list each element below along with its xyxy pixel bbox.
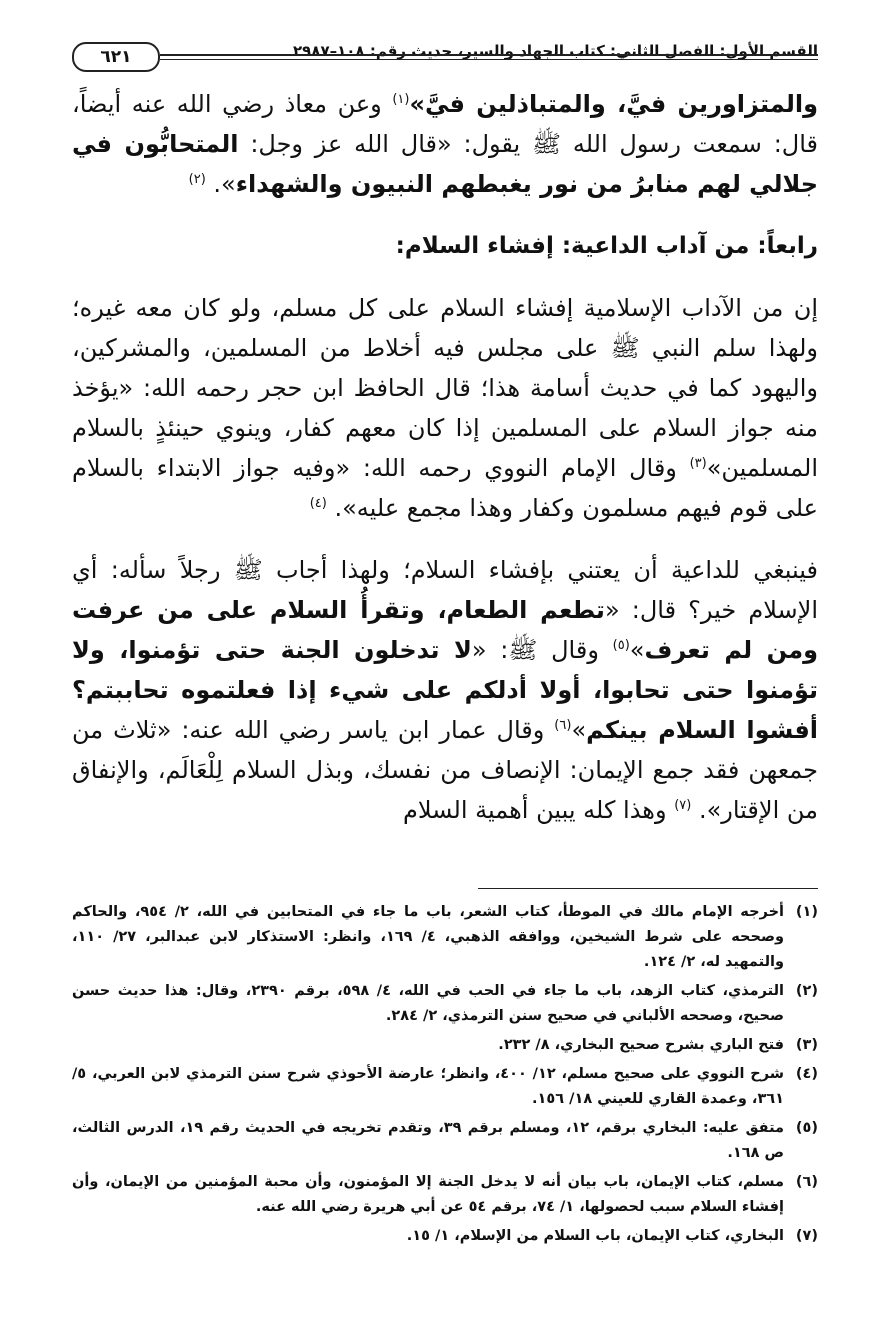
footnote-ref: (١) <box>392 92 410 107</box>
text-run: فينبغي للداعية أن يعتني بإفشاء السلام؛ ولهذا أجاب ﷺ رجلاً سأله: أي الإسلام خير؟ قال: « <box>72 556 818 624</box>
footnote-ref: (٧) <box>674 798 692 813</box>
running-title: القسم الأول: الفصل الثاني: كتاب الجهاد والسير، حديث رقم: ١٠٨–٢٩٨٧ <box>293 42 818 60</box>
text-run: وقال الإمام النووي رحمه الله: «وفيه جواز الابتداء بالسلام على قوم فيهم مسلمون وكفار وهذا مجمع عليه». <box>72 454 818 522</box>
footnote-item <box>72 1116 818 1166</box>
footnote-item <box>72 1224 818 1249</box>
paragraph <box>72 550 818 830</box>
footnote-number: (٥) <box>795 1120 818 1136</box>
text-run: وقال ﷺ: « <box>471 636 613 664</box>
text-run: وعن معاذ رضي الله عنه أيضاً، قال: سمعت رسول الله ﷺ يقول: «قال الله عز وجل: <box>72 90 819 158</box>
footnote-item <box>72 900 818 975</box>
text-run: وقال عمار ابن ياسر رضي الله عنه: «ثلاث من جمعهن فقد جمع الإيمان: الإنصاف من نفسك، وبذل السلام لِلْعَالَم، والإنفاق من الإقتار». <box>72 716 818 824</box>
footnote-ref: (٢) <box>188 172 206 187</box>
header-rule-thin <box>160 59 818 60</box>
footnote-item <box>72 1170 818 1220</box>
footnote-item <box>72 979 818 1029</box>
text-run: المتحابُّون في جلالي لهم منابرُ من نور يغبطهم النبيون والشهداء <box>72 130 818 198</box>
footnote-text: أخرجه الإمام مالك في الموطأ، كتاب الشعر، باب ما جاء في المتحابين في الله، ٢/ ٩٥٤، والحاكم وصححه على شرط الشيخين، ووافقه الذهبي، ٤/ ١٦٩، وانظر: الاستذكار لابن عبدالبر، ٢٧/ ١١٠، والتمهيد له، ٢/ ١٢٤. <box>72 904 784 970</box>
footnote-number: (٢) <box>795 983 818 999</box>
main-text <box>72 84 818 852</box>
paragraph <box>72 288 818 528</box>
footnote-item <box>72 1033 818 1058</box>
text-run: » <box>571 716 587 744</box>
footnote-number: (١) <box>795 904 818 920</box>
footnote-number: (٣) <box>795 1037 818 1053</box>
footnote-text: فتح الباري بشرح صحيح البخاري، ٨/ ٢٣٢. <box>498 1037 784 1053</box>
text-run: إن من الآداب الإسلامية إفشاء السلام على كل مسلم، ولو كان معه غيره؛ ولهذا سلم النبي ﷺ على مجلس فيه أخلاط من المسلمين، والمشركين، واليهود كما في حديث أسامة هذا؛ قال الحافظ ابن حجر رحمه الله: «يؤخذ منه جواز السلام على المسلمين إذا كان معهم كفار، وينوي حينئذٍ بالسلام المسلمين» <box>72 294 818 482</box>
footnote-ref: (٦) <box>554 718 572 733</box>
footnote-text: شرح النووي على صحيح مسلم، ١٢/ ٤٠٠، وانظر؛ عارضة الأحوذي شرح سنن الترمذي لابن العربي، ٥/ ٣٦١، وعمدة القاري للعيني ١٨/ ١٥٦. <box>72 1066 784 1107</box>
text-run: وهذا كله يبين أهمية السلام <box>402 796 675 824</box>
footnote-text: الترمذي، كتاب الزهد، باب ما جاء في الحب في الله، ٤/ ٥٩٨، برقم ٢٣٩٠، وقال: هذا حديث حسن صحيح، وصححه الألباني في صحيح سنن الترمذي، ٢/ ٢٨٤. <box>72 983 784 1024</box>
text-run: تطعم الطعام، وتقرأُ السلام على من عرفت ومن لم تعرف <box>72 596 818 664</box>
footnote-text: متفق عليه: البخاري برقم، ١٢، ومسلم برقم ٣٩، وتقدم تخريجه في الحديث رقم ١٩، الدرس الثالث، ص ١٦٨. <box>72 1120 784 1161</box>
footnote-text: البخاري، كتاب الإيمان، باب السلام من الإسلام، ١/ ١٥. <box>406 1228 784 1244</box>
footnote-divider <box>478 888 818 889</box>
footnotes <box>72 900 818 1253</box>
text-run: لا تدخلون الجنة حتى تؤمنوا، ولا تؤمنوا حتى تحابوا، أولا أدلكم على شيء إذا فعلتموه تحاببتم؟ أفشوا السلام بينكم <box>72 636 819 744</box>
text-run: رابعاً: من آداب الداعية: إفشاء السلام: <box>395 233 818 259</box>
footnote-number: (٤) <box>795 1066 818 1082</box>
footnote-ref: (٣) <box>689 456 707 471</box>
section-heading <box>72 226 818 266</box>
footnote-text: مسلم، كتاب الإيمان، باب بيان أنه لا يدخل الجنة إلا المؤمنون، وأن محبة المؤمنين من الإيمان، وأن إفشاء السلام سبب لحصولها، ١/ ٧٤، برقم ٥٤ عن أبي هريرة رضي الله عنه. <box>72 1174 784 1215</box>
paragraph <box>72 84 818 204</box>
footnote-ref: (٤) <box>309 496 327 511</box>
text-run: » <box>629 636 645 664</box>
footnote-number: (٧) <box>795 1228 818 1244</box>
footnote-ref: (٥) <box>612 638 630 653</box>
text-run: ». <box>205 170 236 198</box>
footnote-number: (٦) <box>795 1174 818 1190</box>
footnote-item <box>72 1062 818 1112</box>
header-rule <box>160 54 818 56</box>
page-number: ٦٢١ <box>72 42 160 72</box>
text-run: والمتزاورين فيَّ، والمتباذلين فيَّ» <box>409 90 818 118</box>
